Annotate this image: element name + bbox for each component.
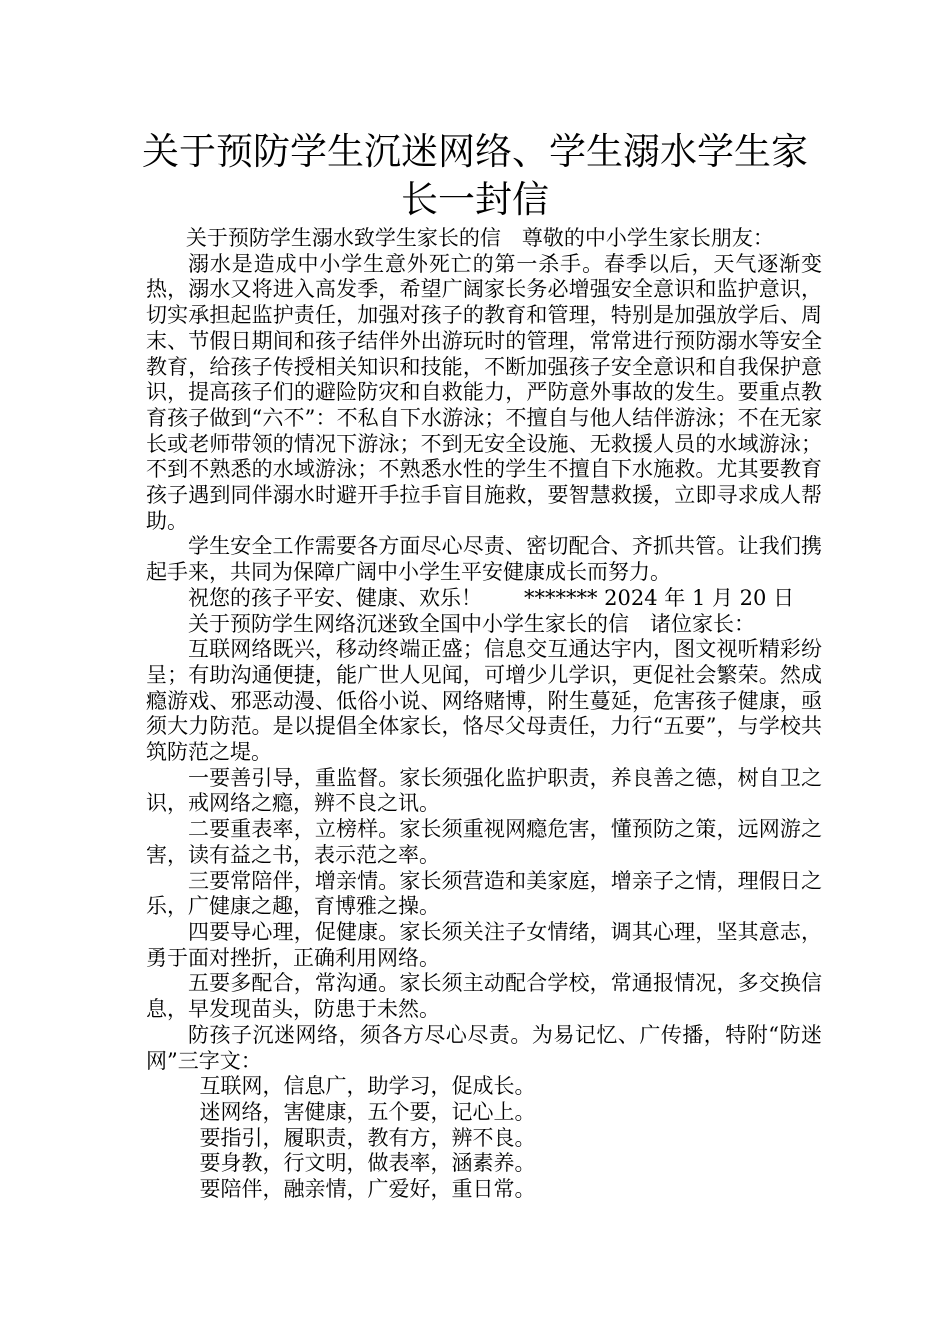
drowning-letter-paragraph: 溺水是造成中小学生意外死亡的第一杀手。春季以后，天气逐渐变热，溺水又将进入高发季，希望广阔家长务必增强安全意识和监护意识，切实承担起监护责任，加强对孩子的教育和管理，特别是加强放学后、周末、节假日期间和孩子结伴外出游玩时的管理，常常进行预防溺水等安全教育，给孩子传授相关知识和技能，不断加强孩子安全意识和自我保护意识，提高孩子们的避险防灾和自救能力，严防意外事故的发生。要重点教育孩子做到“六不”：不私自下水游泳；不擅自与他人结伴游泳；不在无家长或老师带领的情况下游泳；不到无安全设施、无救援人员的水域游泳；不到不熟悉的水域游泳；不熟悉水性的学生不擅自下水施救。尤其要教育孩子遇到同伴溺水时避开手拉手盲目施救，要智慧救援，立即寻求成人帮助。 xyxy=(146,251,822,533)
poem-line: 互联网，信息广，助学习，促成长。 xyxy=(199,1074,536,1099)
poem-line: 要陪伴，融亲情，广爱好，重日常。 xyxy=(199,1177,536,1202)
internet-letter-point-4: 四要导心理，促健康。家长须关注子女情绪，调其心理，坚其意志，勇于面对挫折，正确利用网络。 xyxy=(146,919,822,970)
poem-line: 迷网络，害健康，五个要，记心上。 xyxy=(199,1099,536,1124)
document-body xyxy=(146,226,822,1203)
drowning-letter-heading: 关于预防学生溺水致学生家长的信 尊敬的中小学生家长朋友： xyxy=(185,226,774,250)
internet-letter-summary: 防孩子沉迷网络，须各方尽心尽责。为易记忆、广传播，特附“防迷网”三字文： xyxy=(146,1022,822,1073)
poem-line: 要身教，行文明，做表率，涵素养。 xyxy=(199,1151,536,1176)
internet-letter-point-3: 三要常陪伴，增亲情。家长须营造和美家庭，增亲子之情，理假日之乐，广健康之趣，育博雅之操。 xyxy=(146,868,822,919)
internet-letter-heading: 关于预防学生网络沉迷致全国中小学生家长的信 诸位家长： xyxy=(188,611,755,636)
title-line-2: 长一封信 xyxy=(401,178,549,221)
internet-letter-point-2: 二要重表率，立榜样。家长须重视网瘾危害，懂预防之策，远网游之害，读有益之书，表示范之率。 xyxy=(146,817,822,867)
title-line-1: 关于预防学生沉迷网络、学生溺水学生家 xyxy=(142,130,808,173)
document-title xyxy=(120,128,830,224)
internet-letter-point-5: 五要多配合，常沟通。家长须主动配合学校，常通报情况，多交换信息，早发现苗头，防患于未然。 xyxy=(146,971,822,1022)
drowning-letter-closing: 学生安全工作需要各方面尽心尽责、密切配合、齐抓共管。让我们携起手来，共同为保障广阔中小学生平安健康成长而努力。 xyxy=(146,534,822,585)
drowning-letter-signature-date: 祝您的孩子平安、健康、欢乐！ ******* 2024 年 1 月 20 日 xyxy=(188,585,795,610)
internet-letter-point-1: 一要善引导，重监督。家长须强化监护职责，养良善之德，树自卫之识，戒网络之瘾，辨不良之讯。 xyxy=(146,765,822,816)
internet-letter-intro: 互联网络既兴，移动终端正盛；信息交互通达宇内，图文视听精彩纷呈；有助沟通便捷，能广世人见闻，可增少儿学识，更促社会繁荣。然成瘾游戏、邪恶动漫、低俗小说、网络赌博，附生蔓延，危害孩子健康，亟须大力防范。是以提倡全体家长，恪尽父母责任，力行“五要”，与学校共筑防范之堤。 xyxy=(146,637,822,765)
poem-line: 要指引，履职责，教有方，辨不良。 xyxy=(199,1125,536,1150)
